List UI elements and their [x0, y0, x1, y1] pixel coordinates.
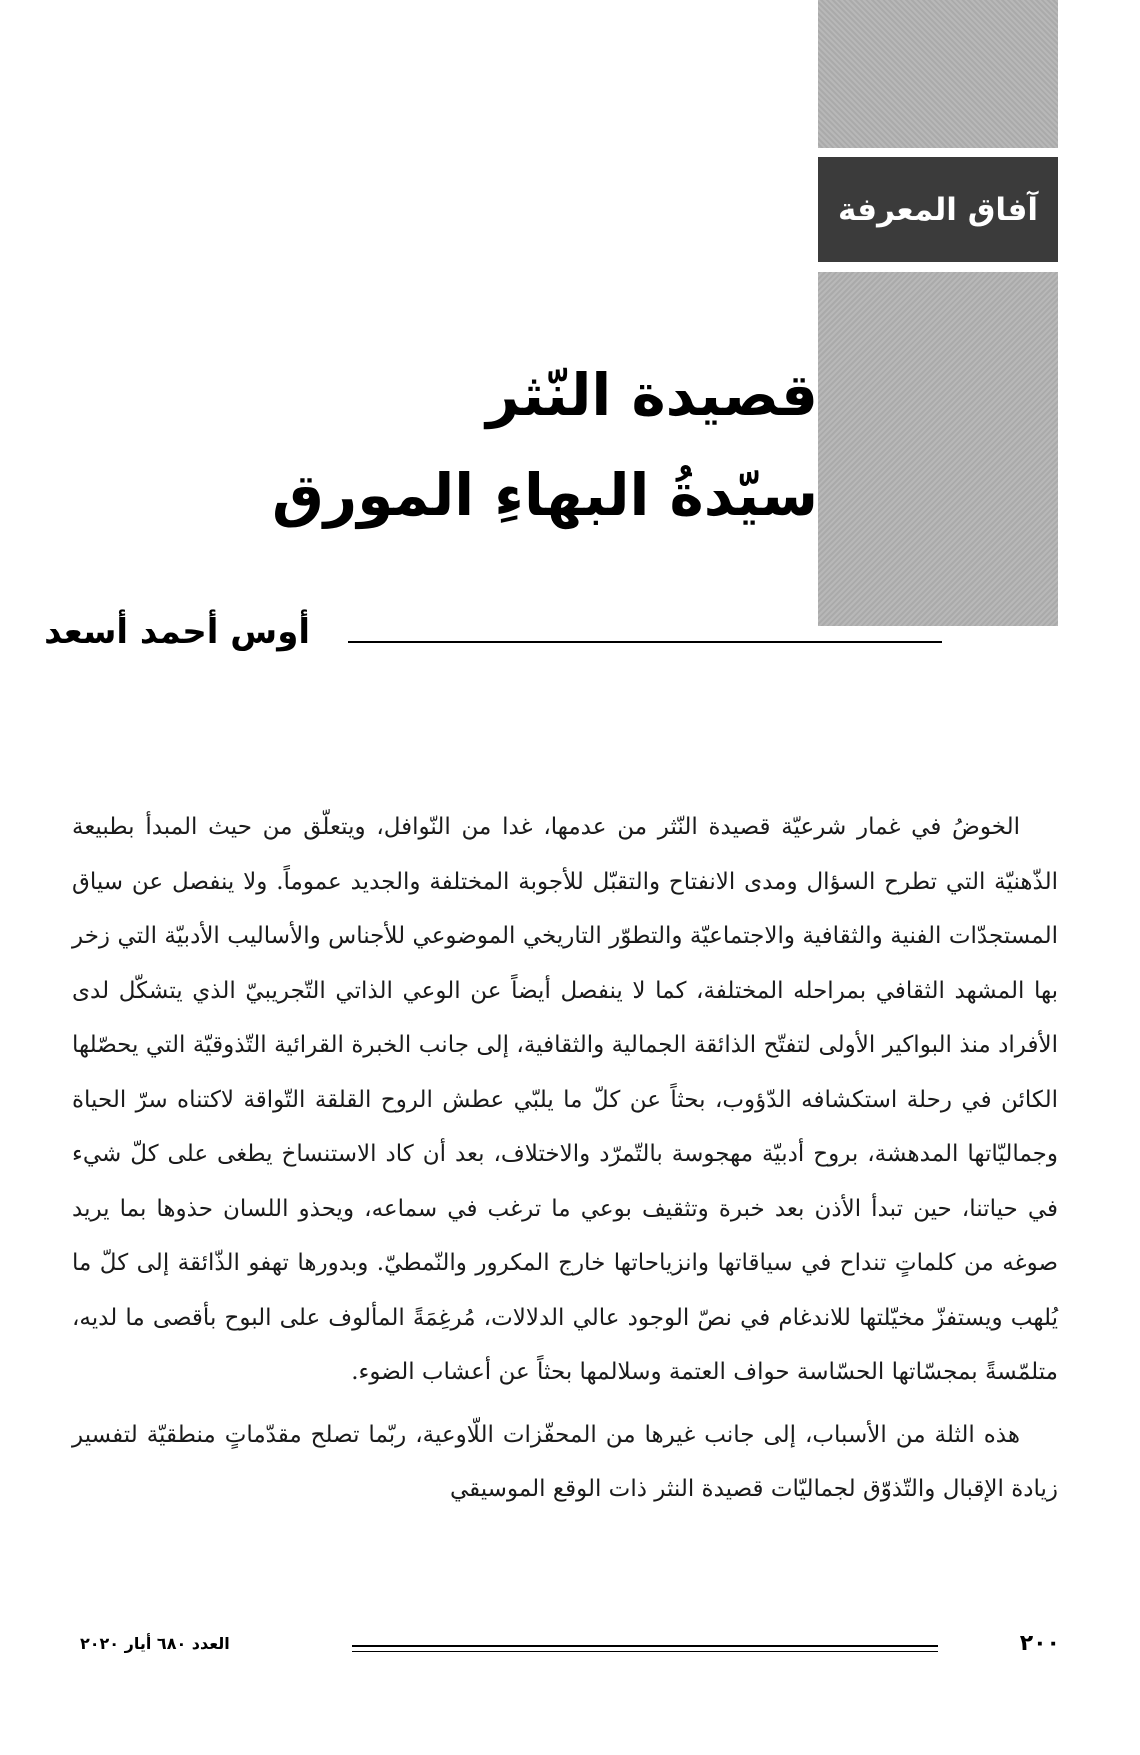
- article-title: [272, 345, 818, 545]
- decorative-gray-block-top: [818, 0, 1058, 148]
- issue-info: العدد ٦٨٠ أيار ٢٠٢٠: [80, 1634, 230, 1653]
- body-paragraph: هذه الثلة من الأسباب، إلى جانب غيرها من المحفّزات اللّاوعية، ربّما تصلح مقدّماتٍ منطقيّة لتفسير زيادة الإقبال والتّذوّق لجماليّات قصيدة النثر ذات الوقع الموسيقي: [72, 1421, 1058, 1502]
- body-paragraph: الخوضُ في غمار شرعيّة قصيدة النّثر من عدمها، غدا من النّوافل، ويتعلّق من حيث المبدأ بطبيعة الذّهنيّة التي تطرح السؤال ومدى الانفتاح والتقبّل للأجوبة المختلفة والجديد عموماً. ولا ينفصل عن سياق المستجدّات الفنية والثقافية والاجتماعيّة والتطوّر التاريخي الموضوعي للأجناس والأساليب الأدبيّة التي زخر بها المشهد الثقافي بمراحله المختلفة، كما لا ينفصل أيضاً عن الوعي الذاتي التّجريبيّ الذي يتشكّل لدى الأفراد منذ البواكير الأولى لتفتّح الذائقة الجمالية والثقافية، إلى جانب الخبرة القرائية التّذوقيّة التي يحصّلها الكائن في رحلة استكشافه الدّؤوب، بحثاً عن كلّ ما يلبّي عطش الروح القلقة التّواقة لاكتناه سرّ الحياة وجماليّاتها المدهشة، بروح أدبيّة مهجوسة بالتّمرّد والاختلاف، بعد أن كاد الاستنساخ يطغى على كلّ شيء في حياتنا، حين تبدأ الأذن بعد خبرة وتثقيف بوعي ما ترغب في سماعه، ويحذو اللسان حذوها بما يريد صوغه من كلماتٍ تنداح في سياقاتها وانزياحاتها خارج المكرور والنّمطيّ. وبدورها تهفو الذّائقة إلى كلّ ما يُلهب ويستفزّ مخيّلتها للاندغام في نصّ الوجود عالي الدلالات، مُرغِمَةً المألوف على البوح بأقصى ما لديه، متلمّسةً بمجسّاتها الحسّاسة حواف العتمة وسلالمها بحثاً عن أعشاب الضوء.: [72, 814, 1058, 1385]
- author-name: أوس أحمد أسعد: [44, 612, 310, 652]
- article-title-line-2: سيّدةُ البهاءِ المورق: [271, 461, 818, 529]
- article-title-line-1: قصيدة النّثر: [486, 361, 818, 429]
- footer-divider: [352, 1645, 938, 1652]
- author-divider: [348, 641, 942, 643]
- decorative-gray-block-bottom: [818, 272, 1058, 626]
- page-number: ٢٠٠: [1019, 1631, 1060, 1656]
- section-label: آفاق المعرفة: [818, 157, 1058, 262]
- article-body: [72, 800, 1058, 1517]
